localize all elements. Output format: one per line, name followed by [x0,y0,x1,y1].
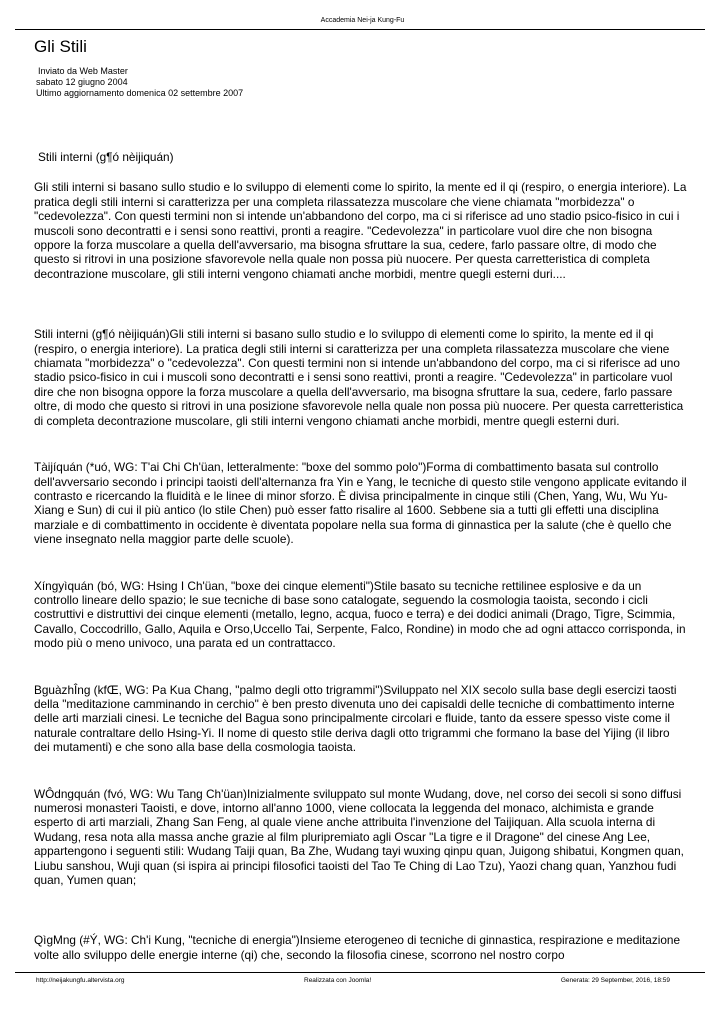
updated-date: Ultimo aggiornamento domenica 02 settembre 2007 [36,88,244,98]
page-footer [36,977,670,984]
site-header: Accademia Nei-ja Kung-Fu [320,17,405,24]
article-body [34,150,688,962]
footer-generated: Generata: 29 September, 2016, 18:59 [560,977,670,984]
header-divider [15,29,705,30]
paragraph-wudangquan: WÔdngquán (fvó, WG: Wu Tang Ch'üan)Inizialmente sviluppato sul monte Wudang, dove, nel corso dei secoli si sono diffusi numerosi monasteri Taoisti, e dove, intorno all'anno 1000, viene collocata la leggenda del monaco, alchimista e grande esperto di arti marziali, Zhang San Feng, al quale viene anche attribuita l'invenzione del Taijiquan. Alla scuola interna di Wudang, resa nota alla massa anche grazie al film pluripremiato agli Oscar "La tigre e il Dragone" del cinese Ang Lee, appartengono i seguenti stili: Wudang Taiji quan, Ba Zhe, Wudang tayi wuxing qinpu quan, Juigong shibatui, Kongmen quan, Liubu sanshou, Wuji quan (si ispira ai principi filosofici taoisti del Tao Te Ching di Lao Tzu), Yaozi chang quan, Yanzhou fudi quan, Yumen quan; [34,786,684,888]
paragraph-taijiquan: Tàijíquán (*uó, WG: T'ai Chi Ch'üan, letteralmente: "boxe del sommo polo")Forma di combattimento basata sul controllo dell'avversario secondo i principi taoisti dell'alternanza fra Yin e Yang, le tecniche di questo stile vengono applicate evitando il contrasto e ricercando la fluidità e le linee di minor sforzo. È divisa principalmente in cinque stili (Chen, Yang, Wu, Wu Yu-Xiang e Sun) di cui il più antico (lo stile Chen) può esser fatto risalire al 1600. Sebbene sia a tutti gli effetti una disciplina marziale e di combattimento in occidente è diventata popolare nella sua forma di ginnastica per la salute (che è quello che viene insegnato nella maggior parte delle scuole). [34,460,687,547]
footer-made-with: Realizzata con Joomla! [304,977,372,984]
paragraph-xingyiquan: Xíngyìquán (bó, WG: Hsing I Ch'üan, "boxe dei cinque elementi")Stile basato su tecniche rettilinee esplosive e da un controllo lineare dello spazio; le sue tecniche di base sono catalogate, seguendo la cosmologia taoista, secondo i cicli costruttivi e distruttivi dei cinque elementi (metallo, legno, acqua, fuoco e terra) e dei dodici animali (Drago, Tigre, Scimmia, Cavallo, Coccodrillo, Gallo, Aquila e Orso,Uccello Tai, Serpente, Falco, Rondine) in modo che ad ogni attacco corrisponda, in modo più o meno univoco, una parata ed un contrattacco. [34,578,686,651]
paragraph-baguazhang: BguàzhÎng (kfŒ, WG: Pa Kua Chang, "palmo degli otto trigrammi")Sviluppato nel XIX secolo sulla base degli esercizi taosti della "meditazione camminando in cerchio" è ben presto divenuta uno dei capisaldi delle tecniche di combattimento interne delle arti marziali cinesi. Le tecniche del Bagua sono principalmente circolari e fluide, tanto da essere spesso viste come il naturale contraltare dello Hsing-Yi. Il nome di questo stile deriva dagli otto trigrammi che formano la base del Yijing (il libro dei mutamenti) e che sono alla base della cosmologia taoista. [34,682,677,755]
author-line: Inviato da Web Master [38,66,128,76]
footer-url[interactable]: http://neijakungfu.altervista.org [36,977,125,984]
publish-date: sabato 12 giugno 2004 [36,77,128,87]
paragraph-qigong: QìgMng (#Ý, WG: Ch'i Kung, "tecniche di energia")Insieme eterogeneo di tecniche di ginnastica, respirazione e meditazione volte allo sviluppo delle energie interne (qi) che, secondo la filosofia cinese, scorrono nel nostro corpo [34,933,681,962]
section-heading: Stili interni (g¶ó nèijiquán) [38,150,174,164]
article-meta [36,66,243,99]
intro-paragraph: Gli stili interni si basano sullo studio e lo sviluppo di elementi come lo spirito, la mente ed il qi (respiro, o energia interiore). La pratica degli stili interni si caratterizza per una completa rilassatezza muscolare che viene chiamata "morbidezza" o "cedevolezza". Con questi termini non si intende un'abbandono del corpo, ma ci si riferisce ad uno stadio psico-fisico in cui i muscoli sono decontratti e i sensi sono reattivi, pronti a reagire. "Cedevolezza" in particolare vuol dire che non bisogna oppore la forza muscolare a quella dell'avversario, ma bisogna sfruttare la sua, cedere, farlo passare oltre, di modo che questo si ritrovi in una posizione sfavorevole nella quale non possa più nuocere. Per questa carretteristica di completa decontrazione muscolare, gli stili interni vengono chiamati anche morbidi, mentre quegli esterni duri.... [34,180,687,281]
footer-divider [15,972,705,973]
page-title: Gli Stili [34,37,87,56]
paragraph-stili-interni: Stili interni (g¶ó nèijiquán)Gli stili interni si basano sullo studio e lo sviluppo di elementi come lo spirito, la mente ed il qi (respiro, o energia interiore). La pratica degli stili interni si caratterizza per una completa rilassatezza muscolare che viene chiamata "morbidezza" o "cedevolezza". Con questi termini non si intende un'abbandono del corpo, ma ci si riferisce ad uno stadio psico-fisico in cui i muscoli sono decontratti e i sensi sono reattivi, pronti a reagire. "Cedevolezza" in particolare vuol dire che non bisogna oppore la forza muscolare a quella dell'avversario, ma bisogna sfruttare la sua, cedere, farlo passare oltre, di modo che questo si ritrovi in una posizione sfavorevole nella quale non possa più nuocere. Per questa carretteristica di completa decontrazione muscolare, gli stili interni vengono chiamati anche morbidi, mentre quegli esterni duri. [34,327,684,428]
